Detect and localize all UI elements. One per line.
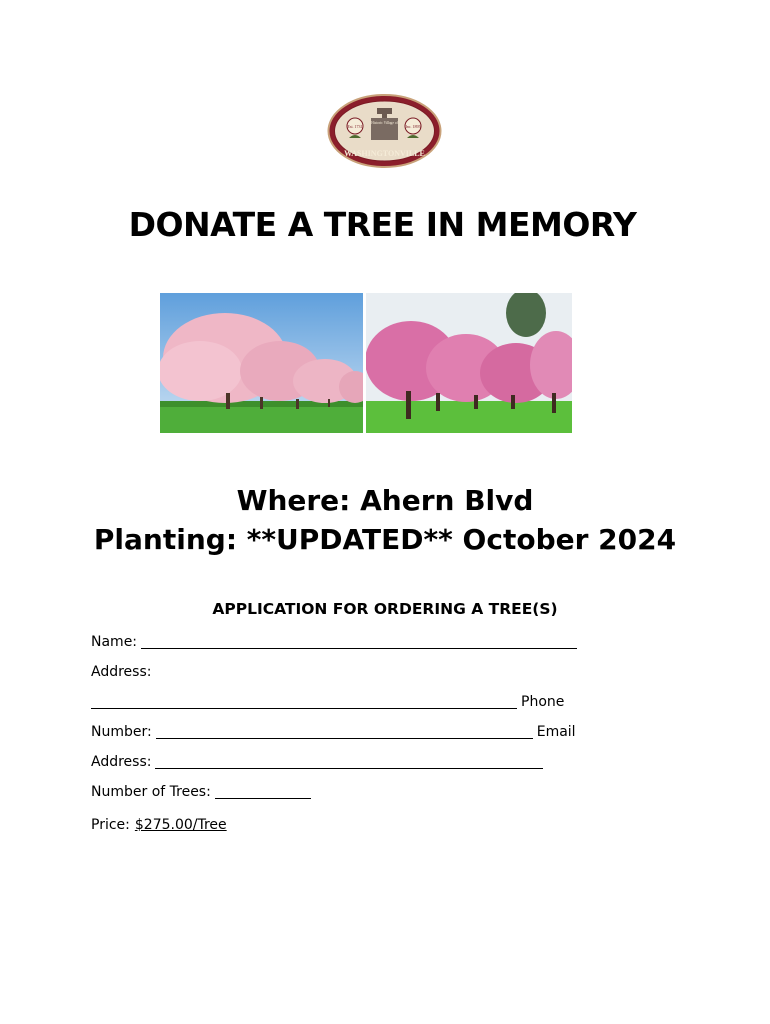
village-seal-logo xyxy=(327,94,442,168)
phone-label: Phone xyxy=(521,694,565,710)
name-field[interactable] xyxy=(141,634,577,649)
location-line: Where: Ahern Blvd xyxy=(236,484,534,517)
application-heading: APPLICATION FOR ORDERING A TREE(S) xyxy=(212,600,558,618)
name-row xyxy=(91,634,581,650)
email-address-row xyxy=(91,754,547,770)
number-of-trees-field[interactable] xyxy=(215,784,311,799)
pink-cherry-trees-photo xyxy=(366,293,572,433)
seal-right-date: Inc. 1895 xyxy=(405,124,421,129)
number-email-row xyxy=(91,724,576,740)
cherry-blossom-trees-photo xyxy=(160,293,363,433)
address-label: Address: xyxy=(91,664,152,680)
address-phone-row xyxy=(91,694,564,710)
email-label: Email xyxy=(536,724,576,740)
email-address-label: Address: xyxy=(91,754,152,770)
phone-number-field[interactable] xyxy=(156,724,533,739)
price-value: $275.00/Tree xyxy=(134,817,227,833)
price-row xyxy=(91,817,227,833)
address-row xyxy=(91,664,151,680)
trees-row xyxy=(91,784,315,800)
name-label: Name: xyxy=(91,634,138,650)
seal-village-name: WASHINGTONVILLE xyxy=(344,149,425,158)
number-label: Number: xyxy=(91,724,152,740)
email-address-field[interactable] xyxy=(155,754,543,769)
seal-inner-text: Historic Village of xyxy=(371,121,398,125)
number-of-trees-label: Number of Trees: xyxy=(91,784,211,800)
price-label: Price: xyxy=(91,817,130,833)
planting-date-line: Planting: **UPDATED** October 2024 xyxy=(93,523,677,556)
address-field[interactable] xyxy=(91,694,517,709)
seal-left-date: Est. 1731 xyxy=(347,124,363,129)
page-title: DONATE A TREE IN MEMORY xyxy=(128,205,637,244)
